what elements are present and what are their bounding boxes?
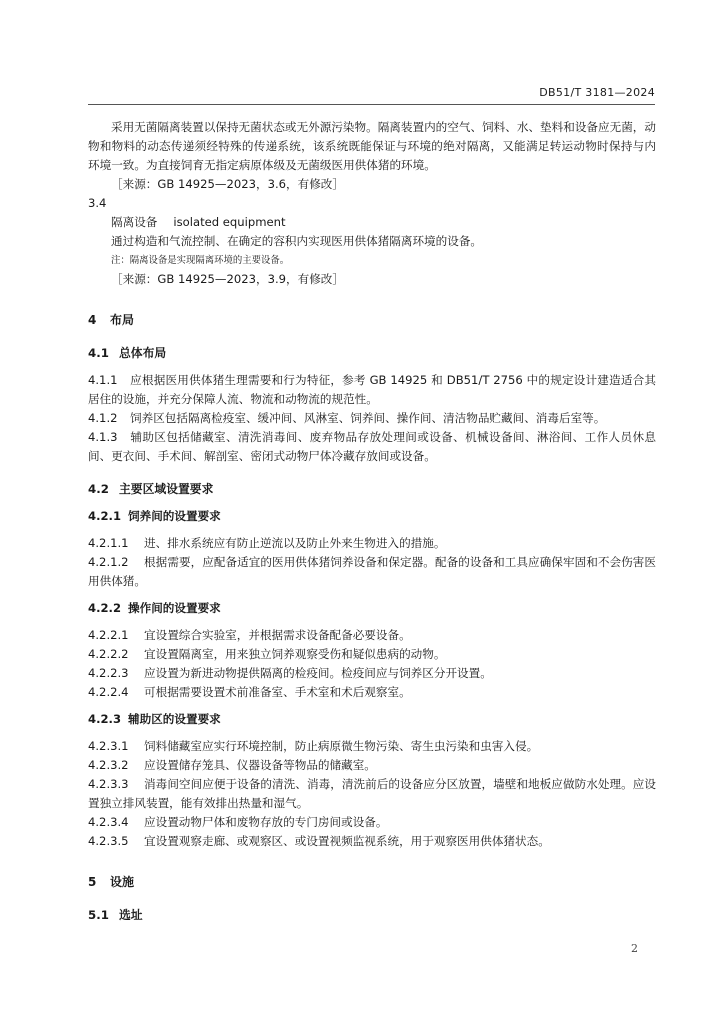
clause-number: 4.2.3.2 [88,758,129,772]
term-source: ［来源：GB 14925—2023，3.9，有修改］ [111,272,344,286]
page-number: 2 [631,942,638,955]
term-zh: 隔离设备 [111,215,158,229]
section-4-2-3-heading [88,710,656,729]
section-5-1-number: 5.1 [88,908,109,922]
clause-text: 饲养区包括隔离检疫室、缓冲间、风淋室、饲养间、操作间、清洁物品贮藏间、消毒后室等。 [130,411,606,425]
clause-number: 4.2.2.3 [88,666,129,680]
section-4-2-1-heading [88,507,656,526]
clause-4-2-1-2 [88,553,656,591]
clause-text: 应根据医用供体猪生理需要和行为特征，参考 GB 14925 和 DB51/T 2756 中的规定设计建造适合其居住的设施，并充分保障人流、物流和动物流的规范性。 [88,373,656,406]
clause-text: 消毒间空间应便于设备的清洗、消毒，清洗前后的设备应分区放置，墙壁和地板应做防水处理。应设置独立排风装置，能有效排出热量和湿气。 [88,777,656,810]
clause-text: 根据需要，应配备适宜的医用供体猪饲养设备和保定器。配备的设备和工具应确保牢固和不会伤害医用供体猪。 [88,555,656,588]
clause-4-2-2-3 [88,664,656,683]
clause-number: 4.2.2.1 [88,628,129,642]
clause-number: 4.1.1 [88,373,118,387]
clause-4-2-3-3 [88,775,656,813]
clause-4-2-2-4 [88,683,656,702]
clause-4-1-3 [88,428,656,466]
term-line [88,213,656,232]
term-note: 注：隔离设备是实现隔离环境的主要设备。 [111,255,290,266]
clause-4-2-3-1 [88,737,656,756]
section-4-title: 布局 [110,313,135,327]
clause-4-2-3-2 [88,756,656,775]
section-4-1-number: 4.1 [88,346,109,360]
clause-text: 应设置动物尸体和废物存放的专门房间或设备。 [144,815,388,829]
clause-number: 4.2.1.1 [88,536,129,550]
section-5-heading [88,873,656,892]
clause-number: 4.1.3 [88,430,118,444]
section-4-heading [88,311,656,330]
clause-4-2-3-5 [88,832,656,851]
intro-source: ［来源：GB 14925—2023，3.6，有修改］ [111,177,344,191]
clause-text: 饲料储藏室应实行环境控制，防止病原微生物污染、寄生虫污染和虫害入侵。 [144,739,539,753]
section-5-1-heading [88,906,656,925]
section-4-2-number: 4.2 [88,482,109,496]
clause-text: 可根据需要设置术前准备室、手术室和术后观察室。 [144,685,411,699]
section-4-2-1-title: 饲养间的设置要求 [128,509,221,523]
page-content [88,118,656,925]
clause-4-2-2-1 [88,626,656,645]
section-5-1-title: 选址 [119,908,143,922]
clause-number: 4.2.1.2 [88,555,129,569]
clause-number: 4.1.2 [88,411,118,425]
clause-number: 4.2.3.1 [88,739,129,753]
clause-4-1-1 [88,371,656,409]
clause-number: 4.2.2.2 [88,647,129,661]
clause-4-1-2 [88,409,656,428]
section-5-number: 5 [88,875,97,889]
clause-number: 4.2.3.5 [88,834,129,848]
section-4-2-1-number: 4.2.1 [88,509,122,523]
section-4-2-2-number: 4.2.2 [88,601,122,615]
entry-number-3-4: 3.4 [88,196,107,210]
term-en: isolated equipment [173,215,286,229]
clause-text: 应设置为新进动物提供隔离的检疫间。检疫间应与饲养区分开设置。 [144,666,492,680]
section-4-number: 4 [88,313,97,327]
clause-4-2-2-2 [88,645,656,664]
clause-number: 4.2.3.3 [88,777,129,791]
section-4-2-title: 主要区域设置要求 [119,482,214,496]
section-4-2-heading [88,480,656,499]
section-4-1-title: 总体布局 [119,346,167,360]
clause-text: 宜设置综合实验室，并根据需求设备配备必要设备。 [144,628,411,642]
clause-text: 辅助区包括储藏室、清洗消毒间、废弃物品存放处理间或设备、机械设备间、淋浴间、工作人员休息间、更衣间、手术间、解剖室、密闭式动物尸体冷藏存放间或设备。 [88,430,656,463]
document-code: DB51/T 3181—2024 [539,86,655,99]
section-4-2-2-title: 操作间的设置要求 [128,601,221,615]
section-4-1-heading [88,344,656,363]
section-4-2-3-title: 辅助区的设置要求 [128,712,221,726]
clause-number: 4.2.2.4 [88,685,129,699]
section-4-2-3-number: 4.2.3 [88,712,122,726]
clause-4-2-1-1 [88,534,656,553]
clause-number: 4.2.3.4 [88,815,129,829]
section-4-2-2-heading [88,599,656,618]
clause-4-2-3-4 [88,813,656,832]
clause-text: 应设置储存笼具、仪器设备等物品的储藏室。 [144,758,376,772]
clause-text: 宜设置观察走廊、或观察区、或设置视频监视系统，用于观察医用供体猪状态。 [144,834,550,848]
intro-paragraph: 采用无菌隔离装置以保持无菌状态或无外源污染物。隔离装置内的空气、饲料、水、垫料和设备应无菌，动物和物料的动态传递须经特殊的传递系统，该系统既能保证与环境的绝对隔离，又能满足转运动物时保持与内环境一致。为直接饲育无指定病原体级及无菌级医用供体猪的环境。 [88,120,656,172]
clause-text: 宜设置隔离室，用来独立饲养观察受伤和疑似患病的动物。 [144,647,446,661]
section-5-title: 设施 [110,875,135,889]
term-definition: 通过构造和气流控制、在确定的容积内实现医用供体猪隔离环境的设备。 [111,234,483,248]
clause-text: 进、排水系统应有防止逆流以及防止外来生物进入的措施。 [144,536,446,550]
header-rule [88,104,655,105]
